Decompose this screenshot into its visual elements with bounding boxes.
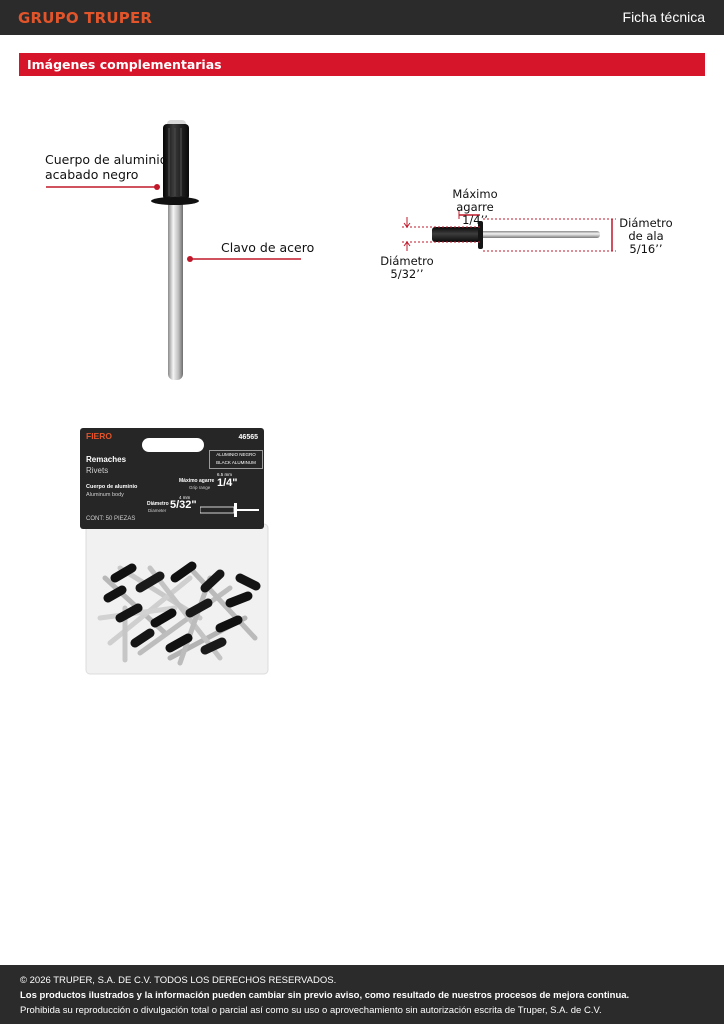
badge-line2: BLACK ALUMINUM <box>216 460 256 465</box>
package-code: 46565 <box>238 434 258 441</box>
package-grip-es: Máximo agarre <box>179 478 215 484</box>
diameter-value: 5/32’’ <box>390 267 424 281</box>
grip-label: Máximo agarre <box>452 187 498 214</box>
package-grip-en: Grip range <box>189 485 211 490</box>
package-body-es: Cuerpo de aluminio <box>86 484 138 490</box>
package-contents: CONT: 50 PIEZAS <box>86 516 136 522</box>
badge-line1: ALUMINIO NEGRO <box>216 452 256 457</box>
footer <box>0 965 724 1024</box>
footer-copyright: © 2026 TRUPER, S.A. DE C.V. TODOS LOS DERECHOS RESERVADOS. <box>20 975 337 986</box>
footer-notice: Los productos ilustrados y la información pueden cambiar sin previo aviso, como resultado de nuestros procesos de mejora continua. <box>20 990 630 1001</box>
package-badge <box>209 450 263 469</box>
package-card <box>80 428 264 529</box>
package-title-en: Rivets <box>86 466 109 475</box>
flange-value: 5/16’’ <box>629 242 663 256</box>
hang-hole <box>142 438 204 452</box>
top-header-bar <box>0 0 724 35</box>
diameter-label: Diámetro <box>380 254 434 268</box>
body-label <box>45 152 167 182</box>
document-type-title: Ficha técnica <box>622 9 705 25</box>
package-diam-en: Diameter <box>148 508 167 513</box>
flange-dimension-label <box>614 217 678 256</box>
package-rivet-drawing <box>200 502 260 518</box>
footer-prohibition: Prohibida su reproducción o divulgación total o parcial así como su uso o aprovechamiento sin autorización escrita de Truper, S.A. de C.V. <box>20 1005 602 1016</box>
diameter-dimension-label <box>380 255 434 281</box>
package-title-es: Remaches <box>86 455 127 464</box>
flange-label-line1: Diámetro <box>619 216 673 230</box>
package-body-en: Aluminum body <box>86 492 124 498</box>
package-grip-value: 1/4" <box>217 477 238 489</box>
package-photo <box>80 428 270 678</box>
package-brand: FIERO <box>86 431 112 441</box>
body-label-line1: Cuerpo de aluminio <box>45 152 168 167</box>
section-header <box>19 53 705 76</box>
rivet-parts-figure <box>40 110 320 395</box>
brand-logo: GRUPO TRUPER <box>18 9 153 27</box>
package-diam-es: Diámetro <box>147 501 169 507</box>
section-title: Imágenes complementarias <box>27 57 222 72</box>
body-label-line2: acabado negro <box>45 167 139 182</box>
grip-dimension-label <box>435 188 515 227</box>
flange-label-line2: de ala <box>628 229 664 243</box>
package-diam-value: 5/32" <box>170 499 197 511</box>
package-diam-mm: 4 mm <box>179 495 191 500</box>
rivet-dimensions-figure <box>380 185 680 285</box>
package-grip-mm: 6.5 mm <box>217 472 233 477</box>
grip-value: 1/4’’ <box>462 213 488 227</box>
nail-label: Clavo de acero <box>221 240 315 255</box>
